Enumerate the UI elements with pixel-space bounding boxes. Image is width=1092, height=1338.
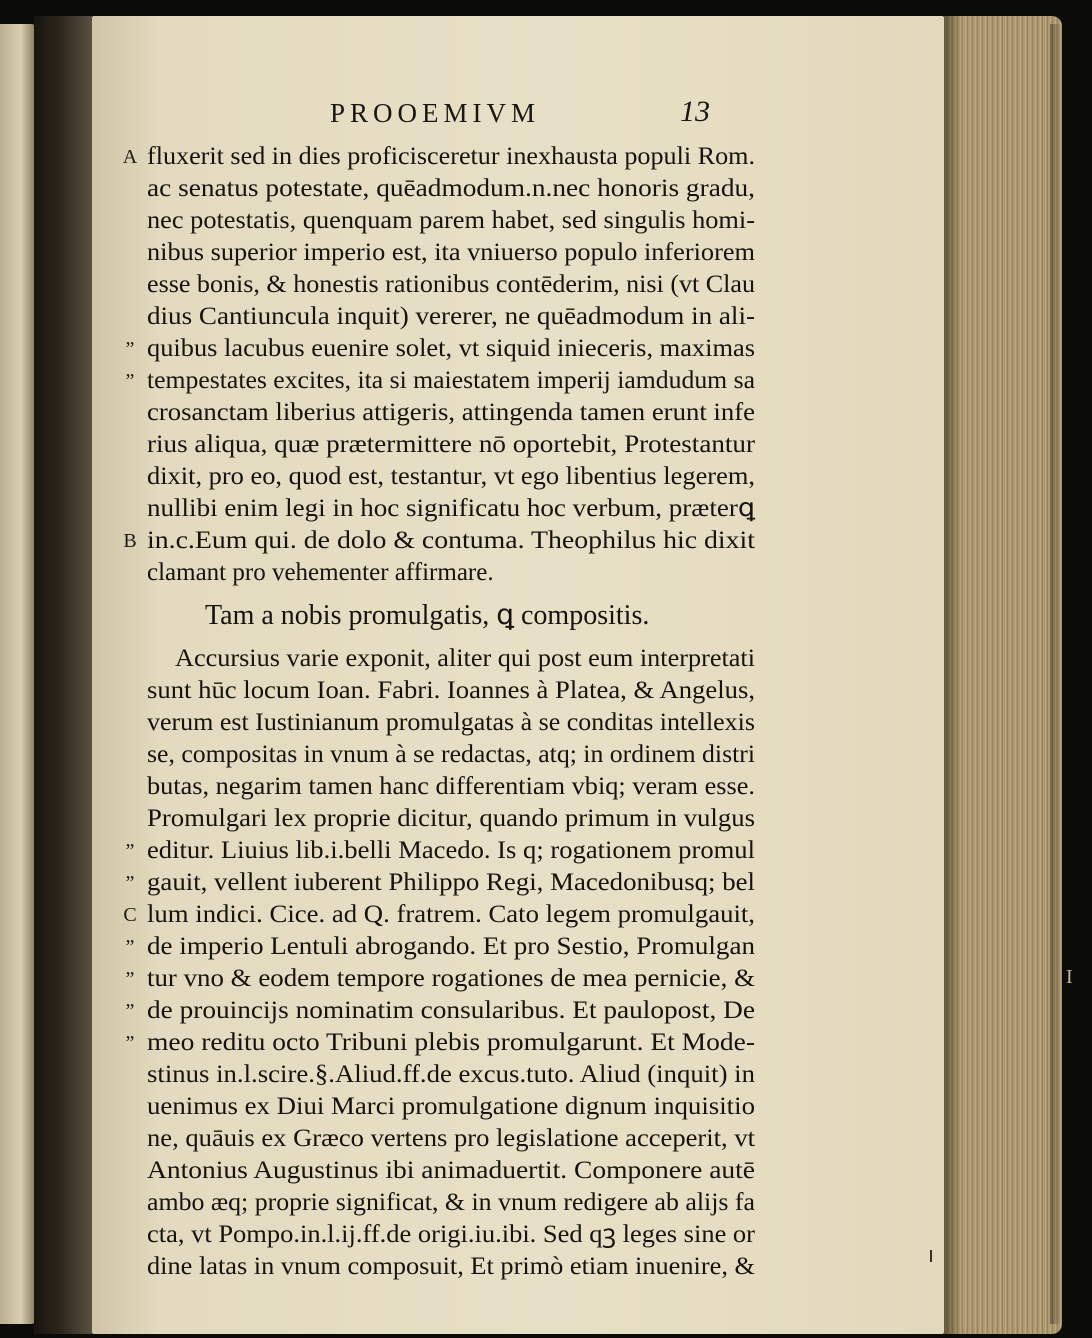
text-line [125,931,767,963]
margin-mark: A [122,146,138,168]
text-line [122,141,767,173]
ink-speck [930,1250,932,1262]
text-line [125,835,767,867]
text-line [147,1155,767,1187]
text-block [122,141,767,1283]
text-line [147,173,767,205]
line-text: nec potestatis, quenquam parem habet, sed singulis homi- [147,207,755,234]
line-text: ac senatus potestate, quēadmodum.n.nec honoris gradu, [147,175,755,202]
margin-mark: ” [125,936,135,958]
text-line [147,643,767,675]
line-text: Promulgari lex proprie dicitur, quando primum in vulgus [147,805,755,832]
line-text: rius aliqua, quæ prætermittere nō oportebit, Protestantur [147,431,755,458]
line-text: de imperio Lentuli abrogando. Et pro Sestio, Promulgan [147,933,755,960]
text-line [147,429,767,461]
margin-mark: ” [125,1032,135,1054]
text-line [125,1027,767,1059]
line-text: uenimus ex Diui Marci promulgatione dignum inquisitio [147,1093,755,1120]
line-text: clamant pro vehementer affirmare. [147,559,494,586]
text-line [147,493,767,525]
page-fore-edge [944,16,1062,1334]
line-text: sunt hūc locum Ioan. Fabri. Ioannes à Platea, & Angelus, [147,677,755,704]
binding-shadow [1050,24,1062,1324]
margin-mark: B [123,530,137,552]
line-text: tur vno & eodem tempore rogationes de mea pernicie, & [147,965,755,992]
line-text: Accursius varie exponit, aliter qui post eum interpretati [175,645,755,672]
line-text: dine latas in vnum composuit, Et primò etiam inuenire, & [147,1253,755,1280]
line-text: ambo æq; proprie significat, & in vnum redigere ab alijs fa [147,1189,755,1216]
text-line [147,205,767,237]
line-text: se, compositas in vnum à se redactas, atq; in ordinem distri [147,741,755,768]
margin-mark: ” [125,840,135,862]
line-text: nibus superior imperio est, ita vniuerso populo inferiorem [147,239,755,266]
text-line [147,803,767,835]
text-line [125,333,767,365]
line-text: gauit, vellent iuberent Philippo Regi, Macedonibusq; bel [147,869,755,896]
fore-edge-mark: I [1066,966,1073,988]
text-line [147,707,767,739]
line-text: Antonius Augustinus ibi animaduertit. Componere autē [147,1157,755,1184]
running-head: PROOEMIVM [330,98,541,128]
section-heading: Tam a nobis promulgatis, ꝗ compositis. [205,600,650,631]
text-line [147,461,767,493]
line-text: fluxerit sed in dies proficisceretur inexhausta populi Rom. [147,143,755,170]
line-text: de prouincijs nominatim consularibus. Et paulopost, De [147,997,755,1024]
text-line [147,1123,767,1155]
margin-mark: C [123,904,137,926]
line-text: dius Cantiuncula inquit) vererer, ne quēadmodum in ali- [147,303,755,330]
text-line [147,269,767,301]
text-line [147,301,767,333]
margin-mark: ” [125,968,135,990]
line-text: lum indici. Cice. ad Q. fratrem. Cato legem promulgauit, [147,901,755,928]
text-line [123,525,767,557]
line-text: esse bonis, & honestis rationibus contēderim, nisi (vt Clau [147,271,755,298]
text-line [125,995,767,1027]
text-line [147,1187,767,1219]
line-text: quibus lacubus euenire solet, vt siquid inieceris, maximas [147,335,755,362]
margin-mark: ” [125,338,135,360]
line-text: ne, quāuis ex Græco vertens pro legislatione acceperit, vt [147,1125,755,1152]
book-gutter [34,16,92,1334]
line-text: in.c.Eum qui. de dolo & contuma. Theophilus hic dixit [147,527,755,554]
line-text: tempestates excites, ita si maiestatem imperij iamdudum sa [147,367,755,394]
line-text: meo reditu octo Tribuni plebis promulgarunt. Et Mode- [147,1029,755,1056]
text-line [147,1059,767,1091]
line-text: nullibi enim legi in hoc significatu hoc verbum, præterꝗ [147,495,755,522]
folio-number: 13 [680,95,710,128]
text-line [147,675,767,707]
line-text: butas, negarim tamen hanc differentiam vbiq; veram esse. [147,773,755,800]
line-text: stinus in.l.scire.§.Aliud.ff.de excus.tuto. Aliud (inquit) in [147,1061,755,1088]
margin-mark: ” [125,1000,135,1022]
margin-mark: ” [125,370,135,392]
line-text: editur. Liuius lib.i.belli Macedo. Is q; rogationem promul [147,837,755,864]
paragraph-continuation [122,141,767,589]
paragraph-commentary [123,643,767,1283]
previous-page-edge [0,24,34,1324]
line-text: verum est Iustinianum promulgatas à se conditas intellexis [147,709,755,736]
line-text: dixit, pro eo, quod est, testantur, vt ego libentius legerem, [147,463,755,490]
line-text: crosanctam liberius attigeris, attingenda tamen erunt infe [147,399,755,426]
margin-mark: ” [125,872,135,894]
text-line [147,771,767,803]
text-line [147,739,767,771]
text-line [123,899,767,931]
text-line [125,867,767,899]
text-line [147,1219,767,1251]
text-line [147,397,767,429]
text-line [147,557,767,589]
text-line [125,963,767,995]
text-line [125,365,767,397]
text-line [147,1251,767,1283]
line-text: cta, vt Pompo.in.l.ij.ff.de origi.iu.ibi. Sed qꝫ leges sine or [147,1221,755,1248]
text-line [147,237,767,269]
text-line [147,1091,767,1123]
